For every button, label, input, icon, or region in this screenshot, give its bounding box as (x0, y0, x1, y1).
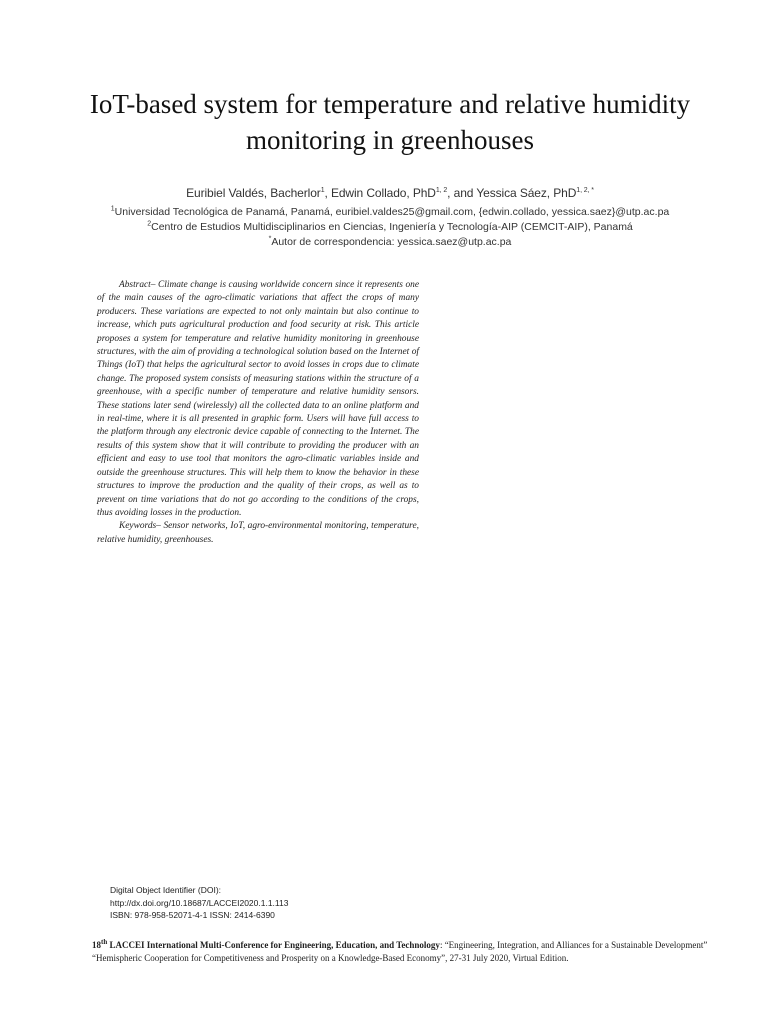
footer-conf-title: LACCEI International Multi-Conference for Engineering, Education, and Technology (107, 940, 440, 950)
doi-label: Digital Object Identifier (DOI): (110, 885, 222, 895)
conference-footer (92, 939, 732, 965)
affiliation-2-text: Centro de Estudios Multidisciplinarios en Ciencias, Ingeniería y Tecnología-AIP (CEMCIT-AIP), Panamá (151, 221, 633, 233)
footer-theme: : “Engineering, Integration, and Alliances for a Sustainable Development” “Hemispheric Cooperation for Competitiveness and Prosperity on a Knowledge-Based Economy”, 27-31 July 2020, Virtual Edition. (92, 940, 708, 963)
isbn-issn: ISBN: 978-958-52071-4-1 ISSN: 2414-6390 (110, 910, 275, 920)
abstract-block (97, 279, 419, 547)
keywords-paragraph (97, 520, 419, 547)
author-2: , Edwin Collado, PhD (324, 186, 436, 200)
doi-block (110, 884, 288, 922)
corresponding-author (60, 236, 720, 248)
abstract-text: – Climate change is causing worldwide concern since it represents one of the main causes of the agro-climatic variations that affect the crops of many producers. These variations are expected to not only maintain but also continue to increase, which puts agricultural production and food security at risk. This article proposes a system for temperature and relative humidity monitoring in greenhouse structures, with the aim of providing a technological solution based on the Internet of Things (IoT) that helps the agricultural sector to avoid losses in crops due to climate change. The proposed system consists of measuring stations within the structure of a greenhouse, with a specific number of temperature and relative humidity sensors. These stations later send (wirelessly) all the collected data to an online platform and in real-time, where it is all presented in graphic form. Users will have full access to the platform through any electronic device capable of connecting to the Internet. The results of this system show that it will contribute to providing the producer with an efficient and easy to use tool that monitors the agro-climatic variables inside and outside the greenhouse structures. This will help them to know the behavior in these structures to improve the production and the quality of their crops, as well as to prevent on time variations that do not go according to the conditions of the crops, thus avoiding losses in the production. (97, 280, 419, 518)
author-2-sup: 1, 2 (435, 187, 448, 194)
footer-edition: 18 (92, 940, 101, 950)
footer-conf-name (92, 940, 440, 950)
footer-edition-sup: th (101, 938, 108, 946)
author-3: , and Yessica Sáez, PhD (447, 186, 577, 200)
affiliation-2 (60, 221, 720, 233)
abstract-paragraph (97, 279, 419, 520)
author-1: Euribiel Valdés, Bacherlor (186, 186, 321, 200)
author-list (60, 186, 720, 200)
corresponding-author-sup: * (268, 235, 272, 243)
corresponding-author-text: Autor de correspondencia: yessica.saez@utp.ac.pa (271, 236, 512, 248)
author-1-sup: 1 (320, 187, 325, 194)
paper-title: IoT-based system for temperature and relative humidity monitoring in greenhouses (89, 89, 691, 155)
author-3-sup: 1, 2, * (576, 187, 594, 194)
keywords-label: Keywords (119, 521, 157, 532)
affiliation-1-sup: 1 (110, 205, 115, 213)
affiliation-2-sup: 2 (147, 220, 152, 228)
abstract-label: Abstract (119, 280, 151, 290)
affiliation-1-text: Universidad Tecnológica de Panamá, Panamá, euribiel.valdes25@gmail.com, {edwin.collado, yessica.saez}@utp.ac.pa (114, 206, 670, 218)
doi-link[interactable]: http://dx.doi.org/10.18687/LACCEI2020.1.1.113 (110, 897, 289, 908)
affiliation-1 (60, 206, 720, 218)
keywords-text: – Sensor networks, IoT, agro-environmental monitoring, temperature, relative humidity, greenhouses. (97, 521, 419, 545)
